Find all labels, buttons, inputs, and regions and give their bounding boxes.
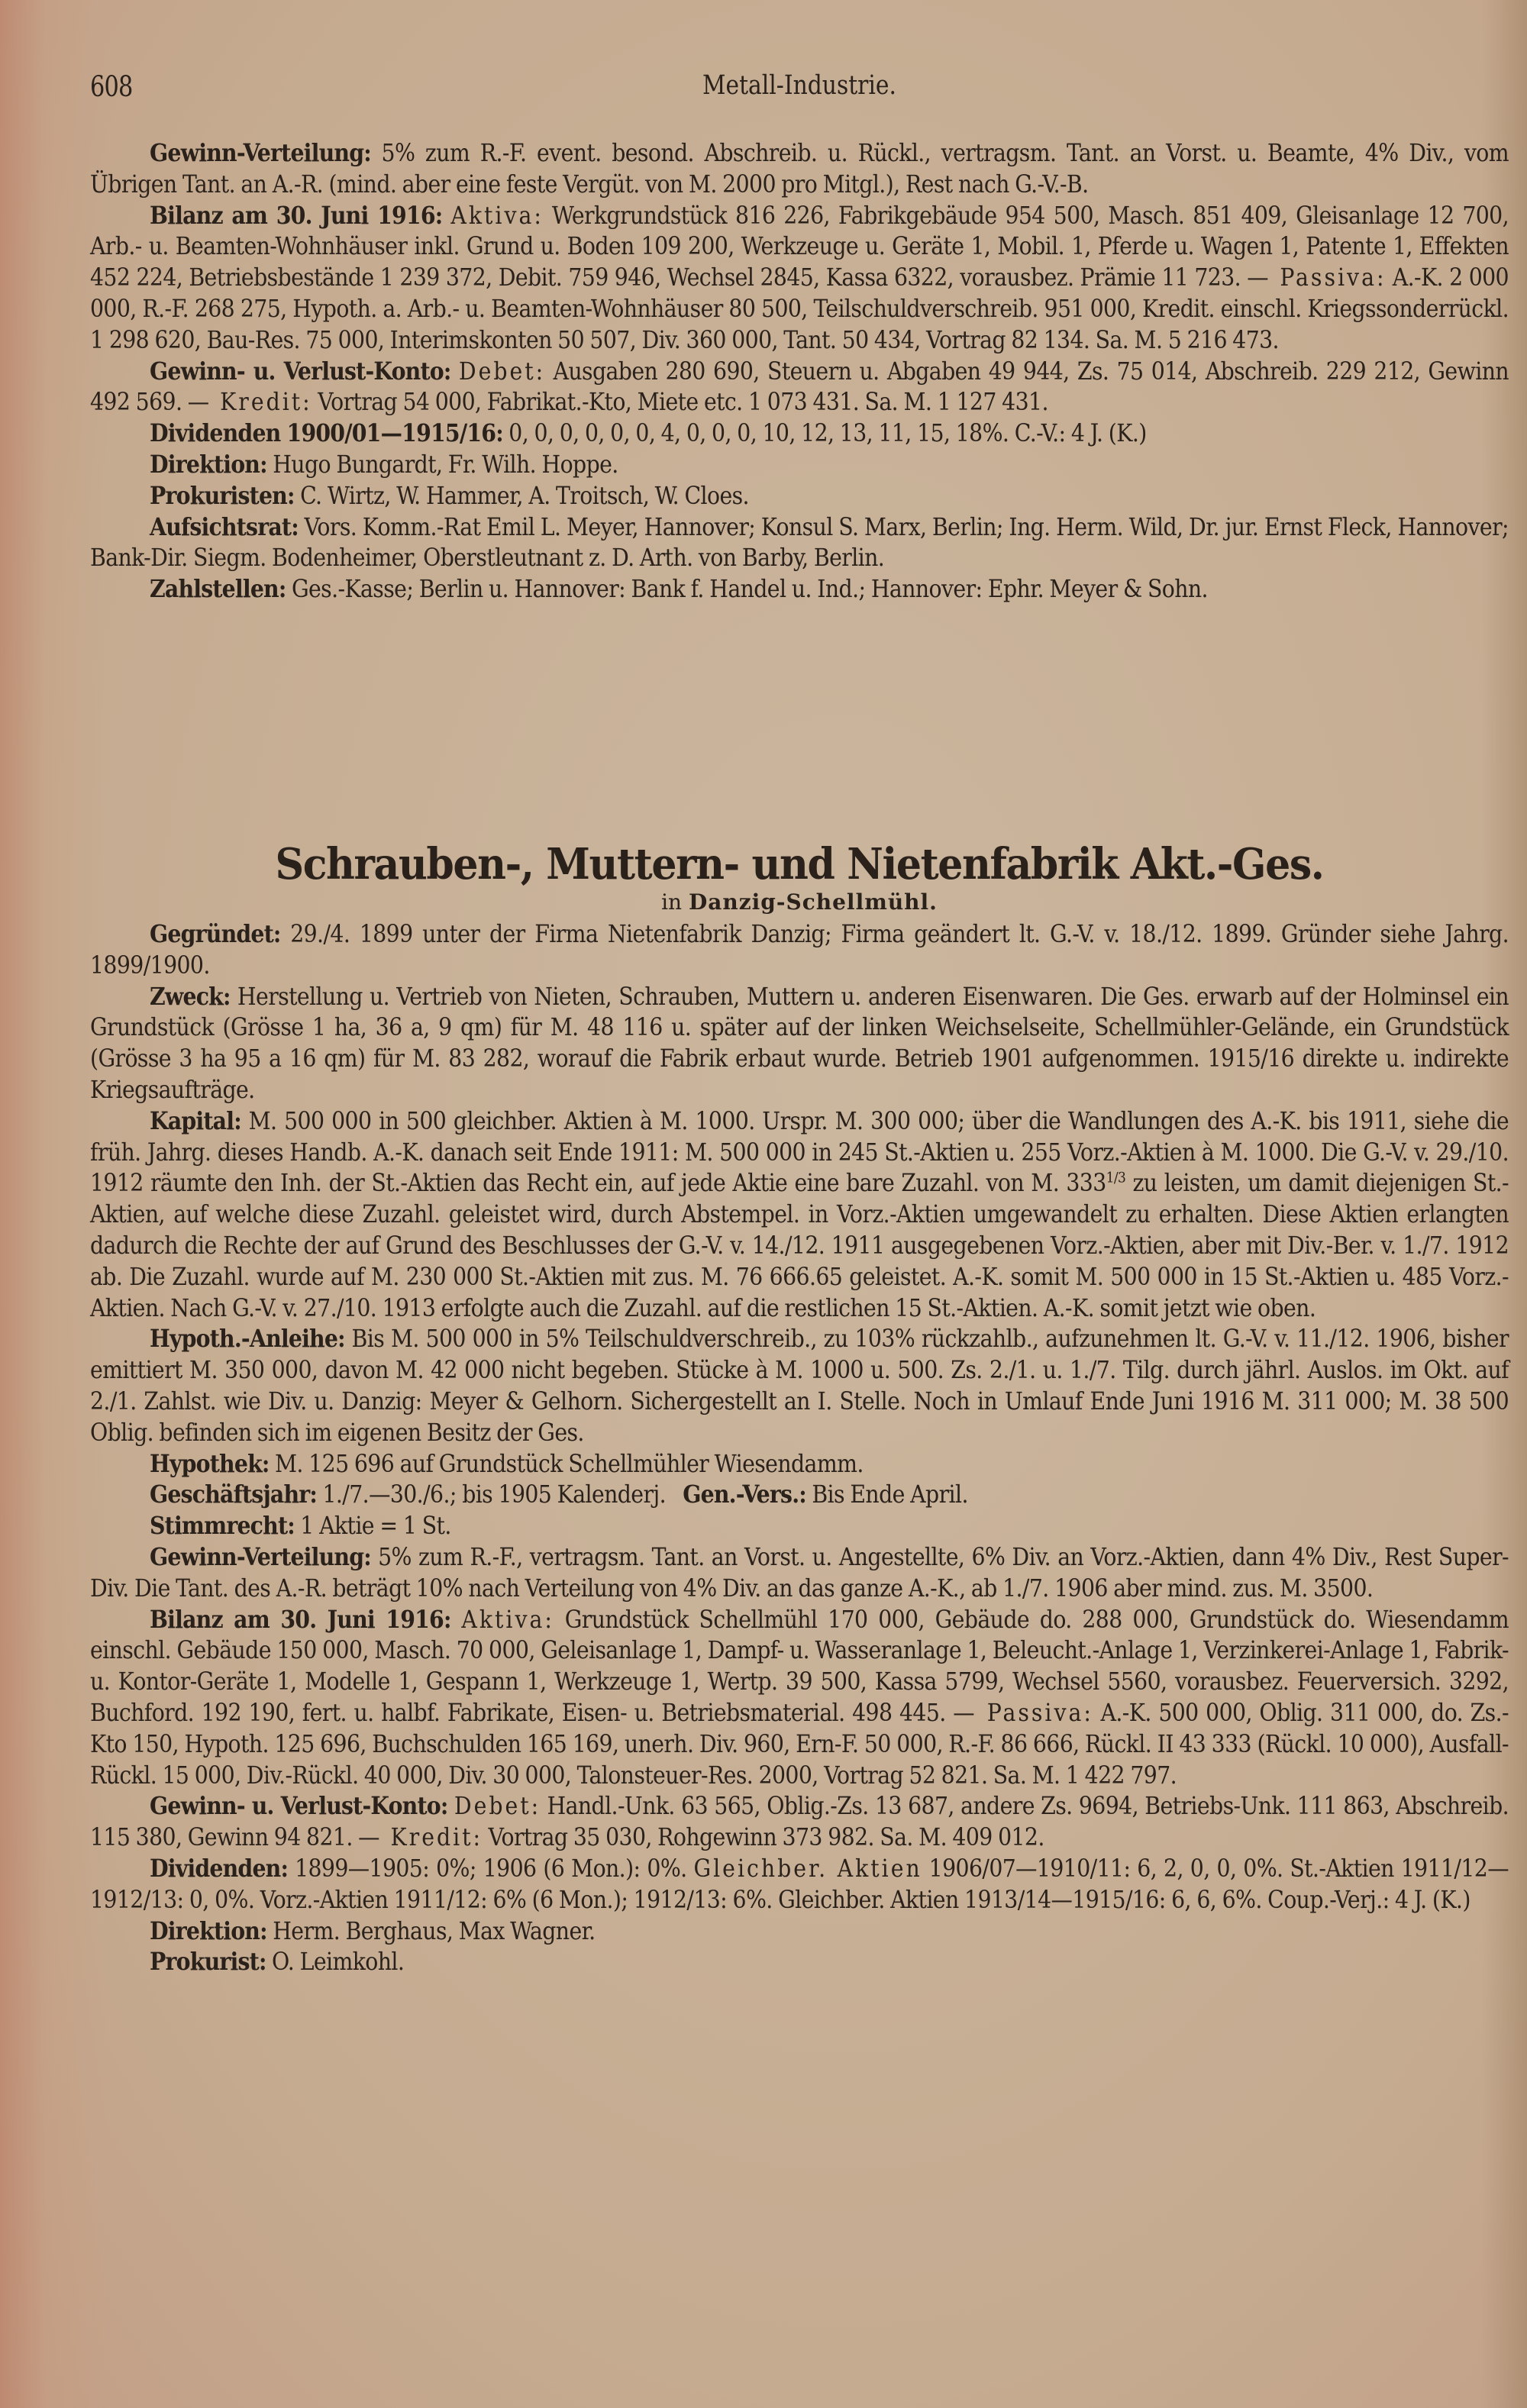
- page-number: 608: [90, 70, 133, 103]
- section-title: Metall-Industrie.: [702, 70, 896, 101]
- gewinn-verteilung: Gewinn-Verteilung: 5% zum R.-F., vertragsm. Tant. an Vorst. u. Angestellte, 6% Div. an Vorz.-Aktien, dann 4% Div., Rest Super-Div. Die Tant. des A.-R. beträgt 10% nach Verteilung von 4% Div. an das ganze A.-K., ab 1./7. 1906 aber mind. zus. M. 3500.: [90, 1542, 1509, 1603]
- stimmrecht: Stimmrecht: 1 Aktie = 1 St.: [150, 1512, 451, 1541]
- prokuristen-prev: Prokuristen: C. Wirtz, W. Hammer, A. Troitsch, W. Cloes.: [150, 481, 749, 510]
- bilanz: Bilanz am 30. Juni 1916: Aktiva: Grundstück Schellmühl 170 000, Gebäude do. 288 000, Grundstück do. Wiesendamm einschl. Gebäude 150 000, Masch. 70 000, Geleisanlage 1, Dampf- u. Wasseranlage 1, Beleucht.-Anlage 1, Verzinkerei-Anlage 1, Fabrik- u. Kontor-Geräte 1, Modelle 1, Gespann 1, Werkzeuge 1, Wertp. 39 500, Kassa 5799, Wechsel 5560, vorausbez. Feuerversich. 3292, Buchford. 192 190, fert. u. halbf. Fabrikate, Eisen- u. Betriebsmaterial. 498 445. — Passiva: A.-K. 500 000, Oblig. 311 000, do. Zs.-Kto 150, Hypoth. 125 696, Buchschulden 165 169, unerh. Div. 960, Ern-F. 50 000, R.-F. 86 666, Rückl. II 43 333 (Rückl. 10 000), Ausfall-Rückl. 15 000, Div.-Rückl. 40 000, Div. 30 000, Talonsteuer-Res. 2000, Vortrag 52 821. Sa. M. 1 422 797.: [90, 1605, 1509, 1790]
- hypoth-anleihe: Hypoth.-Anleihe: Bis M. 500 000 in 5% Teilschuldverschreib., zu 103% rückzahlb., aufzunehmen lt. G.-V. v. 11./12. 1906, bisher emittiert M. 350 000, davon M. 42 000 nicht begeben. Stücke à M. 1000 u. 500. Zs. 2./1. u. 1./7. Tilg. durch jährl. Auslos. im Okt. auf 2./1. Zahlst. wie Div. u. Danzig: Meyer & Gelhorn. Sichergestellt an I. Stelle. Noch in Umlauf Ende Juni 1916 M. 311 000; M. 38 500 Oblig. befinden sich im eigenen Besitz der Ges.: [90, 1325, 1509, 1447]
- fraction: 1/3: [1106, 1169, 1126, 1186]
- gewinn-verteilung-prev: Gewinn-Verteilung: 5% zum R.-F. event. besond. Abschreib. u. Rückl., vertragsm. Tant. an Vorst. u. Beamte, 4% Div., vom Übrigen Tant. an A.-R. (mind. aber eine feste Vergüt. von M. 2000 pro Mitgl.), Rest nach G.-V.-B.: [90, 139, 1509, 199]
- gv-konto: Gewinn- u. Verlust-Konto: Debet: Handl.-Unk. 63 565, Oblig.-Zs. 13 687, andere Zs. 9694, Betriebs-Unk. 111 863, Abschreib. 115 380, Gewinn 94 821. — Kredit: Vortrag 35 030, Rohgewinn 373 982. Sa. M. 409 012.: [90, 1792, 1509, 1852]
- company-location: in Danzig-Schellmühl.: [661, 889, 938, 915]
- aufsichtsrat-prev: Aufsichtsrat: Vors. Komm.-Rat Emil L. Meyer, Hannover; Konsul S. Marx, Berlin; Ing. Herm. Wild, Dr. jur. Ernst Fleck, Hannover; Bank-Dir. Siegm. Bodenheimer, Oberstleutnant z. D. Arth. von Barby, Berlin.: [90, 512, 1509, 573]
- hypothek: Hypothek: M. 125 696 auf Grundstück Schellmühler Wiesendamm.: [150, 1449, 864, 1478]
- gegruendet: Gegründet: 29./4. 1899 unter der Firma Nietenfabrik Danzig; Firma geändert lt. G.-V. v. 18./12. 1899. Gründer siehe Jahrg. 1899/1900.: [90, 920, 1509, 980]
- zahlstellen-prev: Zahlstellen: Ges.-Kasse; Berlin u. Hannover: Bank f. Handel u. Ind.; Hannover: Ephr. Meyer & Sohn.: [150, 575, 1208, 604]
- direktion: Direktion: Herm. Berghaus, Max Wagner.: [150, 1916, 596, 1945]
- running-head: [90, 70, 1509, 116]
- prokurist: Prokurist: O. Leimkohl.: [150, 1948, 405, 1977]
- zweck: Zweck: Herstellung u. Vertrieb von Nieten, Schrauben, Muttern u. anderen Eisenwaren. Die Ges. erwarb auf der Holminsel ein Grundstück (Grösse 1 ha, 36 a, 9 qm) für M. 48 116 u. später auf der linken Weichselseite, Schellmühler-Gelände, ein Grundstück (Grösse 3 ha 95 a 16 qm) für M. 83 282, worauf die Fabrik erbaut wurde. Betrieb 1901 aufgenommen. 1915/16 direkte u. indirekte Kriegsaufträge.: [90, 982, 1509, 1104]
- gv-konto-prev: Gewinn- u. Verlust-Konto: Debet: Ausgaben 280 690, Steuern u. Abgaben 49 944, Zs. 75 014, Abschreib. 229 212, Gewinn 492 569. — Kredit: Vortrag 54 000, Fabrikat.-Kto, Miete etc. 1 073 431. Sa. M. 1 127 431.: [90, 357, 1509, 417]
- company-entry: [90, 840, 1509, 1978]
- kapital: Kapital: M. 500 000 in 500 gleichber. Aktien à M. 1000. Urspr. M. 300 000; über die Wandlungen des A.-K. bis 1911, siehe die früh. Jahrg. dieses Handb. A.-K. danach seit Ende 1911: M. 500 000 in 245 St.-Aktien u. 255 Vorz.-Aktien à M. 1000. Die G.-V. v. 29./10. 1912 räumte den Inh. der St.-Aktien das Recht ein, auf jede Aktie eine bare Zuzahl. von M. $333^{1/3}$ zu leisten, um damit diejenigen St.-Aktien, auf welche diese Zuzahl. geleistet wird, durch Abstempel. in Vorz.-Aktien umgewandelt zu erhalten. Diese Aktien erlangten dadurch die Rechte der auf Grund des Beschlusses der G.-V. v. 14./12. 1911 ausgegebenen Vorz.-Aktien, aber mit Div.-Ber. v. 1./7. 1912 ab. Die Zuzahl. wurde auf M. 230 000 St.-Aktien mit zus. M. 76 666.65 geleistet. A.-K. somit M. 500 000 in 15 St.-Aktien u. 485 Vorz.-Aktien. Nach G.-V. v. 27./10. 1913 erfolgte auch die Zuzahl. auf die restlichen 15 St.-Aktien. A.-K. somit jetzt wie oben.: [90, 1106, 1509, 1322]
- dividenden: Dividenden: 1899—1905: 0%; 1906 (6 Mon.): 0%. Gleichber. Aktien 1906/07—1910/11: 6, 2, 0, 0, 0%. St.-Aktien 1911/12—1912/13: 0, 0%. Vorz.-Aktien 1911/12: 6% (6 Mon.); 1912/13: 6%. Gleichber. Aktien 1913/14—1915/16: 6, 6, 6%. Coup.-Verj.: 4 J. (K.): [90, 1854, 1509, 1914]
- bilanz-prev: Bilanz am 30. Juni 1916: Aktiva: Werkgrundstück 816 226, Fabrikgebäude 954 500, Masch. 851 409, Gleisanlage 12 700, Arb.- u. Beamten-Wohnhäuser inkl. Grund u. Boden 109 200, Werkzeuge u. Geräte 1, Mobil. 1, Pferde u. Wagen 1, Patente 1, Effekten 452 224, Betriebsbestände 1 239 372, Debit. 759 946, Wechsel 2845, Kassa 6322, vorausbez. Prämie 11 723. — Passiva: A.-K. 2 000 000, R.-F. 268 275, Hypoth. a. Arb.- u. Beamten-Wohnhäuser 80 500, Teilschuldverschreib. 951 000, Kredit. einschl. Kriegssonderrückl. 1 298 620, Bau-Res. 75 000, Interimskonten 50 507, Div. 360 000, Tant. 50 434, Vortrag 82 134. Sa. M. 5 216 473.: [90, 201, 1509, 354]
- dividenden-prev: Dividenden 1900/01—1915/16: 0, 0, 0, 0, 0, 0, 4, 0, 0, 0, 10, 12, 13, 11, 15, 18%. C.-V.: 4 J. (K.): [150, 419, 1147, 448]
- direktion-prev: Direktion: Hugo Bungardt, Fr. Wilh. Hoppe.: [150, 450, 618, 479]
- geschaeftsjahr: Geschäftsjahr: 1./7.—30./6.; bis 1905 Kalenderj. Gen.-Vers.: Bis Ende April.: [150, 1480, 968, 1509]
- company-name: Schrauben-, Muttern- und Nietenfabrik Akt.-Ges.: [275, 839, 1324, 889]
- previous-entry: [90, 138, 1509, 605]
